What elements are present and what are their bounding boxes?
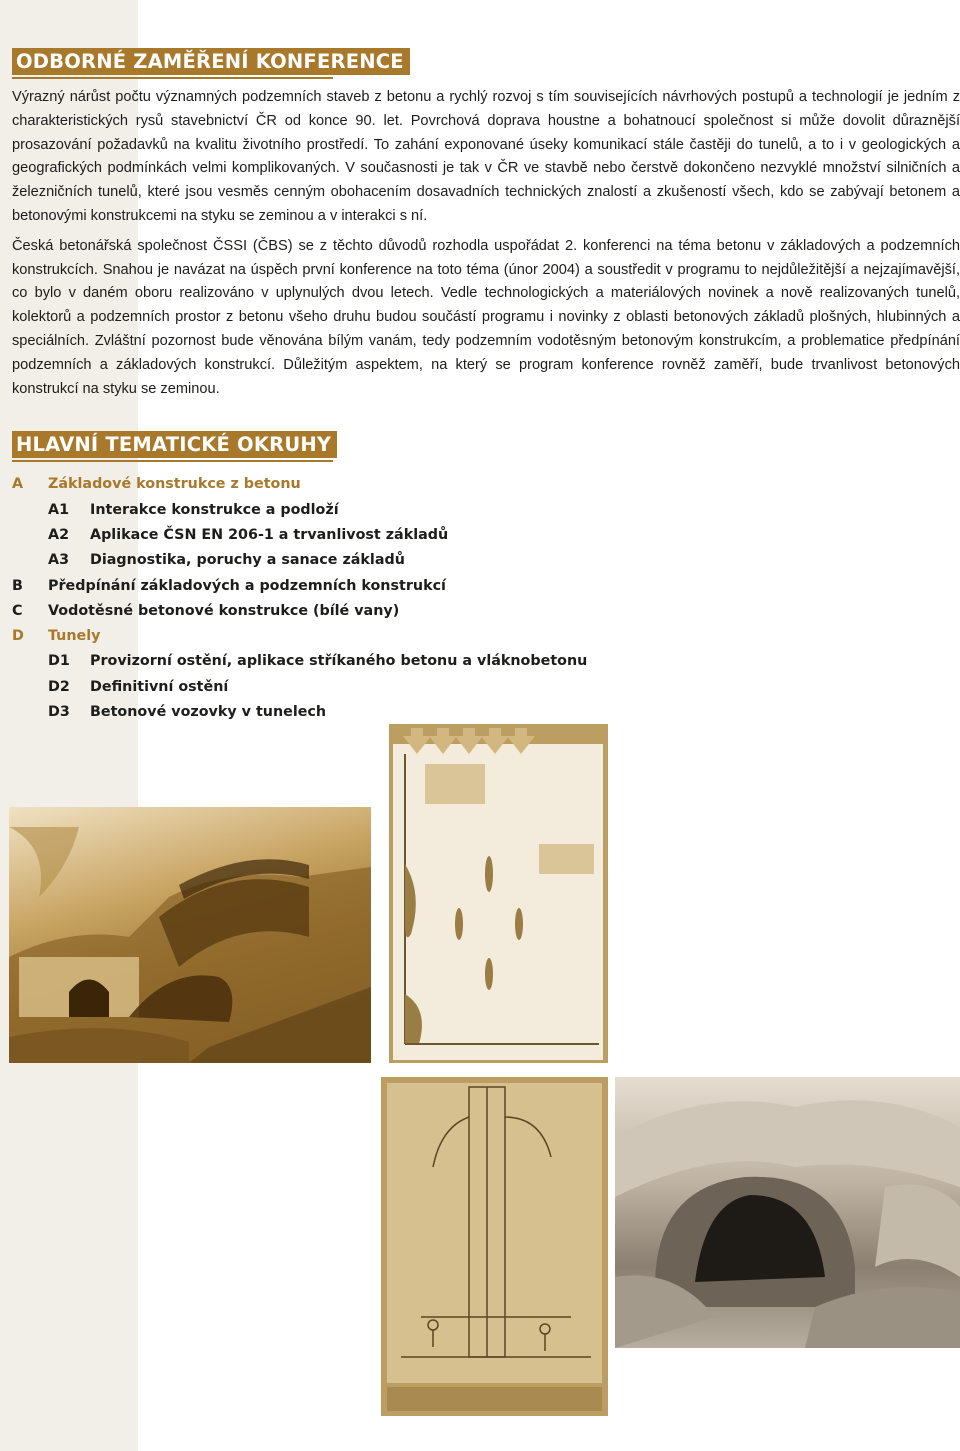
shaft-section-figure — [381, 1077, 608, 1416]
section-topics — [12, 431, 960, 462]
topic-code: A1 — [48, 501, 70, 518]
topic-label: Diagnostika, poruchy a sanace základů — [90, 552, 405, 569]
topic-code: A — [12, 476, 24, 493]
topic-label: Tunely — [48, 628, 101, 645]
topic-item — [12, 599, 960, 624]
page-content — [12, 48, 960, 725]
topic-code: A2 — [48, 526, 70, 543]
topic-label: Aplikace ČSN EN 206-1 a trvanlivost základů — [90, 526, 449, 543]
topics-list — [12, 472, 960, 725]
topic-code: D — [12, 628, 24, 645]
tunnel-portal-photo — [9, 807, 371, 1063]
heading-underline — [12, 77, 333, 79]
excavation-photo — [615, 1077, 960, 1348]
topic-label: Vodotěsné betonové konstrukce (bílé vany) — [48, 602, 400, 619]
topic-item — [12, 498, 960, 523]
topic-item — [12, 472, 960, 497]
topic-label: Interakce konstrukce a podloží — [90, 501, 339, 518]
load-diagram-figure — [389, 724, 608, 1063]
topic-label: Provizorní ostění, aplikace stříkaného betonu a vláknobetonu — [90, 653, 588, 670]
load-diagram-illustration — [389, 724, 608, 1063]
topic-code: D2 — [48, 678, 70, 695]
topic-item — [12, 624, 960, 649]
topic-item — [12, 675, 960, 700]
shaft-section-illustration — [381, 1077, 608, 1416]
section-heading-topics: HLAVNÍ TEMATICKÉ OKRUHY — [12, 431, 337, 458]
topic-code: C — [12, 602, 23, 619]
topic-code: B — [12, 577, 23, 594]
intro-paragraph-1: Výrazný nárůst počtu významných podzemních staveb z betonu a rychlý rozvoj s tím souvisejících návrhových postupů a technologií je jedním z charakteristických rysů stavebnictví ČR od konce 90. let. Povrchová doprava houstne a bohatnoucí společnost si může dovolit důraznější prosazování požadavků na kvalitu životního prostředí. To zahání exponované úseky komunikací stále častěji do tunelů, a to i v geologických a geografických podmínkách velmi komplikovaných. V současnosti je tak v ČR ve stavbě nebo čerstvě dokončeno nezvyklé množství silničních a železničních tunelů, které jsou vesměs cenným obohacením dosavadních technických znalostí a zkušeností všech, kdo se zabývají betonem a betonovými konstrukcemi na styku se zeminou a v interakci s ní. — [12, 89, 960, 224]
intro-paragraph-2: Česká betonářská společnost ČSSI (ČBS) se z těchto důvodů rozhodla uspořádat 2. konferenci na téma betonu v základových a podzemních konstrukcích. Snahou je navázat na úspěch první konference na toto téma (únor 2004) a soustředit v programu to nejdůležitější a nejzajímavější, co bylo v daném oboru realizováno v uplynulých dvou letech. Vedle technologických a materiálových novinek a nově realizovaných tunelů, kolektorů a podzemních prostor z betonu všeho druhu budou součástí programu i novinky z oblasti betonových základů plošných, hlubinných a speciálních. Zvláštní pozornost bude věnována bílým vanám, tedy podzemním vodotěsným betonovým konstrukcím, a problematice předpínání podzemních a základových konstrukcí. Důležitým aspektem, na který se program konference rovněž zaměří, bude trvanlivost betonových konstrukcí na styku se zeminou. — [12, 237, 960, 397]
topic-code: D1 — [48, 653, 70, 670]
tunnel-portal-illustration — [9, 807, 371, 1063]
topic-label: Předpínání základových a podzemních konstrukcí — [48, 577, 446, 594]
topic-code: A3 — [48, 552, 70, 569]
heading-underline — [12, 460, 333, 462]
topic-label: Základové konstrukce z betonu — [48, 476, 301, 493]
topic-item — [12, 574, 960, 599]
topic-label: Betonové vozovky v tunelech — [90, 704, 327, 721]
topic-item — [12, 649, 960, 674]
topic-code: D3 — [48, 704, 70, 721]
section-heading-focus: ODBORNÉ ZAMĚŘENÍ KONFERENCE — [12, 48, 410, 75]
topic-item — [12, 548, 960, 573]
topic-item — [12, 700, 960, 725]
excavation-illustration — [615, 1077, 960, 1348]
topic-label: Definitivní ostění — [90, 678, 229, 695]
section-focus — [12, 48, 960, 79]
intro-text — [12, 86, 960, 401]
topic-item — [12, 523, 960, 548]
